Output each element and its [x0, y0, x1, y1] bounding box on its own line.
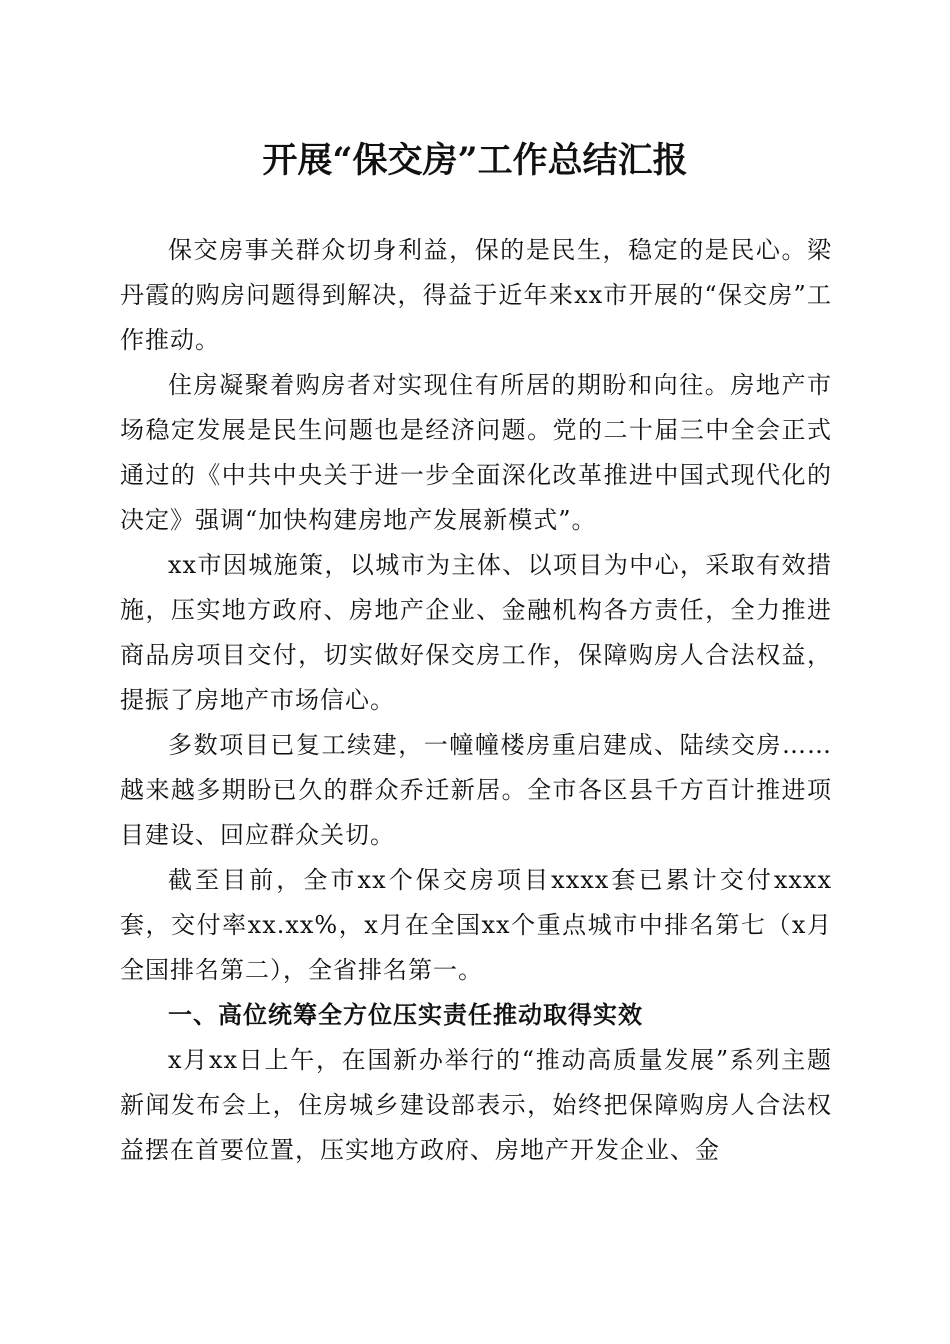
paragraph-delivery-statistics: 截至目前，全市xx个保交房项目xxxx套已累计交付xxxx套，交付率xx.xx%，x月在全国xx个重点城市中排名第七（x月全国排名第二），全省排名第一。 [120, 866, 832, 984]
paragraph-intro: 保交房事关群众切身利益，保的是民生，稳定的是民心。梁丹霞的购房问题得到解决，得益于近年来xx市开展的“保交房”工作推动。 [120, 236, 832, 354]
paragraph-city-measures: xx市因城施策，以城市为主体、以项目为中心，采取有效措施，压实地方政府、房地产企业、金融机构各方责任，全力推进商品房项目交付，切实做好保交房工作，保障购房人合法权益，提振了房地产市场信心。 [120, 551, 832, 714]
paragraph-housing-expectation: 住房凝聚着购房者对实现住有所居的期盼和向往。房地产市场稳定发展是民生问题也是经济问题。党的二十届三中全会正式通过的《中共中央关于进一步全面深化改革推进中国式现代化的决定》强调“加快构建房地产发展新模式”。 [120, 371, 832, 534]
document-title: 开展“保交房”工作总结汇报 [262, 140, 688, 181]
section-heading-1: 一、高位统筹全方位压实责任推动取得实效 [168, 1001, 643, 1029]
paragraph-press-conference: x月xx日上午，在国新办举行的“推动高质量发展”系列主题新闻发布会上，住房城乡建设部表示，始终把保障购房人合法权益摆在首要位置，压实地方政府、房地产开发企业、金 [120, 1046, 832, 1164]
document-body [120, 228, 832, 1173]
paragraph-project-resumption: 多数项目已复工续建，一幢幢楼房重启建成、陆续交房……越来越多期盼已久的群众乔迁新居。全市各区县千方百计推进项目建设、回应群众关切。 [120, 731, 832, 849]
